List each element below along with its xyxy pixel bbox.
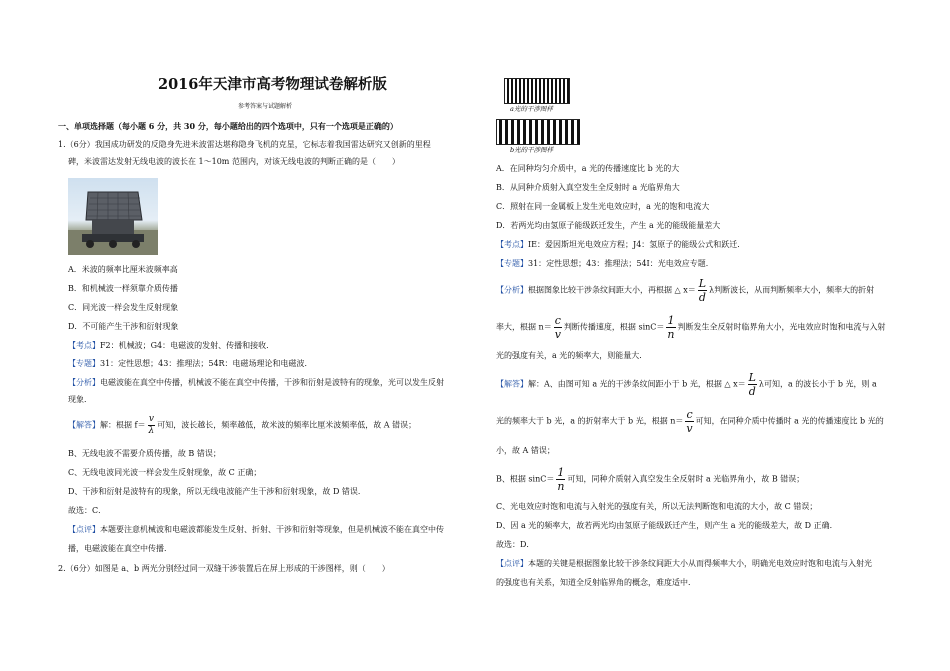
jieda-b-part-b: 可知，同种介质射入真空发生全反射时 a 光临界角小，故 B 错误；: [567, 474, 805, 484]
fenxi2-part-a: 率大，根据 n＝: [496, 322, 552, 332]
fringe-bar: [559, 79, 561, 103]
q2-fenxi: [496, 277, 874, 304]
fringe-bar: [515, 79, 517, 103]
jieda-pre: 解：根据 f＝: [100, 420, 146, 430]
fringe-bar: [555, 79, 557, 103]
fringe-bar: [571, 120, 574, 144]
q1-jieda: [68, 414, 416, 437]
q2-jieda-line2: [496, 408, 884, 435]
q2-option-c: C．照射在同一金属板上发生光电效应时，a 光的饱和电流大: [496, 202, 710, 211]
jieda-b-part-a: B、根据 sinC＝: [496, 474, 555, 484]
radar-image: [68, 178, 158, 255]
q1-kaodian: [68, 341, 274, 351]
q1-d-line: D、干涉和衍射是波特有的现象，所以无线电波能产生干涉和衍射现象，故 D 错误．: [68, 487, 366, 496]
fenxi-part-b: λ判断波长，从而判断频率大小，频率大的折射: [709, 285, 875, 295]
q2-zhuanti: [496, 259, 714, 269]
q1-option-b: B．和机械波一样须靠介质传播: [68, 284, 178, 293]
q1-b-line: B、无线电波不需要介质传播，故 B 错误；: [68, 449, 221, 458]
fringe-b-label: b光的干涉图样: [510, 146, 554, 154]
jieda-post: 可知，波长越长，频率越低，故米波的频率比厘米波频率低，故 A 错误；: [157, 420, 417, 430]
q2-dianping-line2: 的强度也有关系，知道全反射临界角的概念，难度适中．: [496, 578, 696, 587]
dianping-tag: 【点评】: [496, 559, 528, 568]
dianping-text: 本题要注意机械波和电磁波都能发生反射、折射、干涉和衍射等现象，但是机械波不能在真空中传: [100, 525, 444, 534]
q2-fenxi-line2: [496, 314, 886, 341]
jieda-tag: 【解答】: [68, 420, 100, 430]
q2-option-d: D．若两光均由氢原子能级跃迁发生，产生 a 光的能级能量差大: [496, 221, 721, 230]
fenxi-tag: 【分析】: [496, 285, 528, 295]
fringe-bar: [535, 79, 537, 103]
q2-fenxi-line3: 光的强度有关，a 光的频率大，则能量大．: [496, 351, 648, 360]
section-heading: 一、单项选择题（每小题 6 分，共 30 分，每小题给出的四个选项中，只有一个选项是正确的）: [58, 121, 398, 131]
fringe-pattern-b: [496, 119, 580, 145]
q1-zhuanti: [68, 359, 313, 369]
fringe-bar: [511, 79, 513, 103]
jieda1-part-b: λ可知，a 的波长小于 b 光，则 a: [758, 379, 877, 389]
q1-dianping: [68, 525, 444, 535]
q2-stem: 2.（6分）如图是 a、b 两光分别经过同一双缝干涉装置后在屏上形成的干涉图样，则（ ）: [58, 564, 390, 573]
fringe-bar: [547, 120, 550, 144]
fringe-bar: [543, 79, 545, 103]
q1-option-c: C．同光波一样会发生反射现象: [68, 303, 179, 312]
q1-fenxi-line2: 现象．: [68, 395, 92, 404]
q1-dianping-line2: 播，电磁波能在真空中传播．: [68, 544, 172, 553]
fringe-a-label: a光的干涉图样: [510, 105, 553, 113]
fringe-bar: [539, 79, 541, 103]
fringe-bar: [567, 79, 569, 103]
fenxi2-part-b: 判断传播速度，根据 sinC＝: [563, 322, 665, 332]
fringe-bar: [541, 120, 544, 144]
q2-c-line: C、光电效应时饱和电流与入射光的强度有关，所以无法判断饱和电流的大小，故 C 错误；: [496, 502, 818, 511]
q2-jieda-b: [496, 466, 804, 493]
q1-fenxi: [68, 378, 444, 388]
formula-c-over-v: $\frac{c}{v}$: [554, 314, 561, 341]
page-title: 2016年天津市高考物理试卷解析版: [158, 76, 387, 93]
zhuanti-text: 31：定性思想；43：推理法；54R：电磁场理论和电磁波．: [100, 359, 313, 368]
fringe-bar: [559, 120, 562, 144]
fringe-bar: [527, 79, 529, 103]
fringe-bar: [523, 79, 525, 103]
q2-d-line: D、因 a 光的频率大，故若两光均由氢原子能级跃迁产生，则产生 a 光的能级差大，故 D 正确．: [496, 521, 838, 530]
zhuanti-text: 31：定性思想；43：推理法；54I：光电效应专题．: [528, 259, 714, 268]
fringe-bar: [523, 120, 526, 144]
dianping-text: 本题的关键是根据图象比较干涉条纹间距大小从而得频率大小，明确光电效应时饱和电流与入射光: [528, 559, 872, 568]
fringe-bar: [563, 79, 565, 103]
zhuanti-tag: 【专题】: [68, 359, 100, 368]
fringe-bar: [507, 79, 509, 103]
fringe-bar: [551, 79, 553, 103]
fringe-bar: [499, 120, 502, 144]
fringe-bar: [535, 120, 538, 144]
fringe-bar: [547, 79, 549, 103]
jieda1-part-a: 解：A、由图可知 a 光的干涉条纹间距小于 b 光，根据 △ x＝: [528, 379, 746, 389]
formula-1-over-n: $\frac{1}{n}$: [667, 314, 675, 341]
formula-c-over-v-2: $\frac{c}{v}$: [686, 408, 693, 435]
q2-answer: 故选：D．: [496, 540, 535, 549]
jieda-tag: 【解答】: [496, 379, 528, 389]
kaodian-tag: 【考点】: [496, 240, 528, 249]
q2-option-a: A．在同种均匀介质中，a 光的传播速度比 b 光的大: [496, 164, 680, 173]
fringe-bar: [529, 120, 532, 144]
formula-1-over-n-2: $\frac{1}{n}$: [557, 466, 565, 493]
fringe-pattern-a: [504, 78, 570, 104]
q2-dianping: [496, 559, 872, 569]
kaodian-tag: 【考点】: [68, 341, 100, 350]
dianping-tag: 【点评】: [68, 525, 100, 534]
q1-stem-line1: 1.（6分）我国成功研发的反隐身先进米波雷达堪称隐身飞机的克星，它标志着我国雷达研究又创新的里程: [58, 140, 431, 149]
fenxi-text: 电磁波能在真空中传播，机械波不能在真空中传播，干涉和衍射是波特有的现象，光可以发生反射: [100, 378, 444, 387]
zhuanti-tag: 【专题】: [496, 259, 528, 268]
formula-l-over-d: $\frac{L}{d}$: [698, 277, 707, 304]
fringe-bar: [517, 120, 520, 144]
fringe-bar: [511, 120, 514, 144]
page-subtitle: 参考答案与试题解析: [238, 103, 293, 110]
q1-option-d: D．不可能产生干涉和衍射现象: [68, 322, 179, 331]
q2-kaodian: [496, 240, 745, 250]
fringe-bar: [519, 79, 521, 103]
kaodian-text: F2：机械波；G4：电磁波的发射、传播和接收．: [100, 341, 275, 350]
jieda2-part-a: 光的频率大于 b 光，a 的折射率大于 b 光，根据 n＝: [496, 416, 684, 426]
fringe-bar: [565, 120, 568, 144]
formula-v-over-lambda: $\frac{v}{\lambda}$: [148, 414, 155, 436]
jieda2-part-b: 可知，在同种介质中传播时 a 光的传播速度比 b 光的: [695, 416, 884, 426]
fringe-bar: [553, 120, 556, 144]
fringe-bar: [577, 120, 580, 144]
q1-answer: 故选：C．: [68, 506, 107, 515]
fenxi-part-a: 根据图象比较干涉条纹间距大小，再根据 △ x＝: [528, 285, 696, 295]
formula-l-over-d-2: $\frac{L}{d}$: [748, 371, 756, 398]
fringe-bar: [531, 79, 533, 103]
fenxi-tag: 【分析】: [68, 378, 100, 387]
q2-option-b: B．从同种介质射入真空发生全反射时 a 光临界角大: [496, 183, 680, 192]
kaodian-text: IE：爱因斯坦光电效应方程；J4：氢原子的能级公式和跃迁．: [528, 240, 746, 249]
q1-option-a: A．米波的频率比厘米波频率高: [68, 265, 178, 274]
fenxi2-part-c: 判断发生全反射时临界角大小，光电效应时饱和电流与入射: [677, 322, 886, 332]
fringe-bar: [505, 120, 508, 144]
q2-jieda-line3: 小，故 A 错误；: [496, 446, 555, 455]
q1-c-line: C、无线电波同光波一样会发生反射现象，故 C 正确；: [68, 468, 262, 477]
q1-stem-line2: 碑，米波雷达发射无线电波的波长在 1～10m 范围内，对该无线电波的判断正确的是（ ）: [68, 157, 400, 166]
q2-jieda: [496, 371, 877, 398]
radar-photo: [68, 178, 158, 255]
